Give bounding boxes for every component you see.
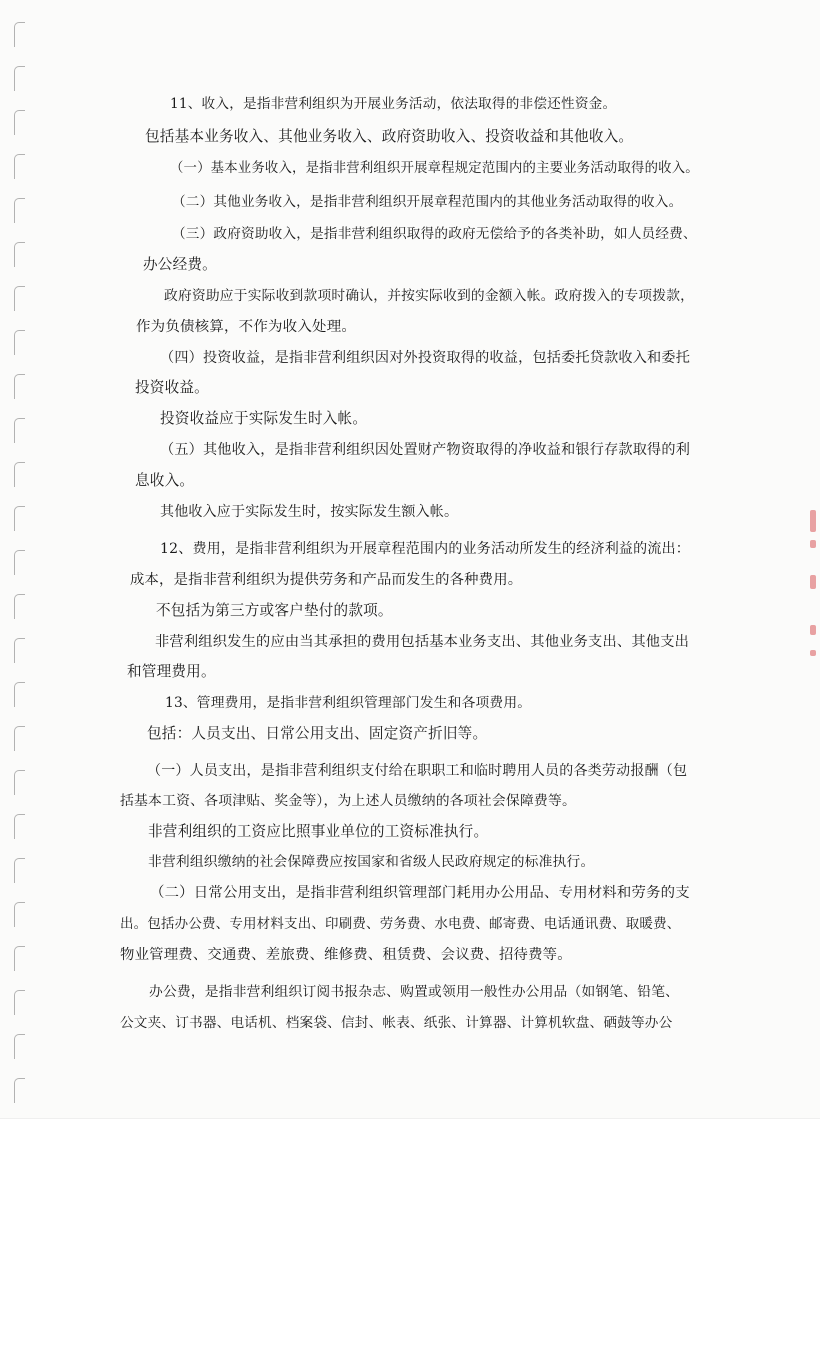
text-line: 非营利组织发生的应由当其承担的费用包括基本业务支出、其他业务支出、其他支出 [155,634,690,650]
text-line: 其他收入应于实际发生时，按实际发生额入帐。 [160,504,459,520]
text-line: 和管理费用。 [127,663,216,680]
text-line: 非营利组织缴纳的社会保障费应按国家和省级人民政府规定的标准执行。 [148,854,595,870]
text-line: 出。包括办公费、专用材料支出、印刷费、劳务费、水电费、邮寄费、电话通讯费、取暖费、 [120,916,681,932]
text-line: 11、收入，是指非营利组织为开展业务活动，依法取得的非偿还性资金。 [170,96,617,112]
text-line: （二）其他业务收入，是指非营利组织开展章程范围内的其他业务活动取得的收入。 [172,194,683,210]
text-line: 息收入。 [135,472,195,489]
text-line: 括基本工资、各项津贴、奖金等），为上述人员缴纳的各项社会保障费等。 [120,793,577,809]
text-line: 包括基本业务收入、其他业务收入、政府资助收入、投资收益和其他收入。 [145,128,634,145]
text-line: 成本，是指非营利组织为提供劳务和产品而发生的各种费用。 [130,572,523,588]
text-line: 公文夹、订书器、电话机、档案袋、信封、帐表、纸张、计算器、计算机软盘、硒鼓等办公 [120,1015,673,1031]
text-line: （一）基本业务收入，是指非营利组织开展章程规定范围内的主要业务活动取得的收入。 [170,161,699,176]
text-line: 包括：人员支出、日常公用支出、固定资产折旧等。 [147,725,488,742]
text-line: （一）人员支出，是指非营利组织支付给在职职工和临时聘用人员的各类劳动报酬（包 [147,763,688,779]
text-line: （五）其他收入，是指非营利组织因处置财产物资取得的净收益和银行存款取得的利 [160,442,691,458]
text-line: 13、管理费用，是指非营利组织管理部门发生和各项费用。 [165,695,532,711]
text-line: 政府资助应于实际收到款项时确认，并按实际收到的金额入帐。政府拨入的专项拨款， [164,288,695,304]
text-line: （四）投资收益，是指非营利组织因对外投资取得的收益，包括委托贷款收入和委托 [160,350,691,366]
text-line: 办公经费。 [143,256,217,273]
text-line: 非营利组织的工资应比照事业单位的工资标准执行。 [148,823,489,840]
text-line: 作为负债核算，不作为收入处理。 [136,319,357,335]
text-line: （三）政府资助收入，是指非营利组织取得的政府无偿给予的各类补助，如人员经费、 [172,226,697,242]
text-line: 物业管理费、交通费、差旅费、维修费、租赁费、会议费、招待费等。 [120,947,572,963]
text-line: （二）日常公用支出，是指非营利组织管理部门耗用办公用品、专用材料和劳务的支 [150,885,690,901]
text-line: 12、费用，是指非营利组织为开展章程范围内的业务活动所发生的经济利益的流出： [160,541,690,557]
text-line: 不包括为第三方或客户垫付的款项。 [156,602,393,619]
text-line: 办公费，是指非营利组织订阅书报杂志、购置或领用一般性办公用品（如钢笔、铅笔、 [149,984,680,1000]
text-line: 投资收益。 [135,379,209,396]
text-line: 投资收益应于实际发生时入帐。 [160,410,368,427]
